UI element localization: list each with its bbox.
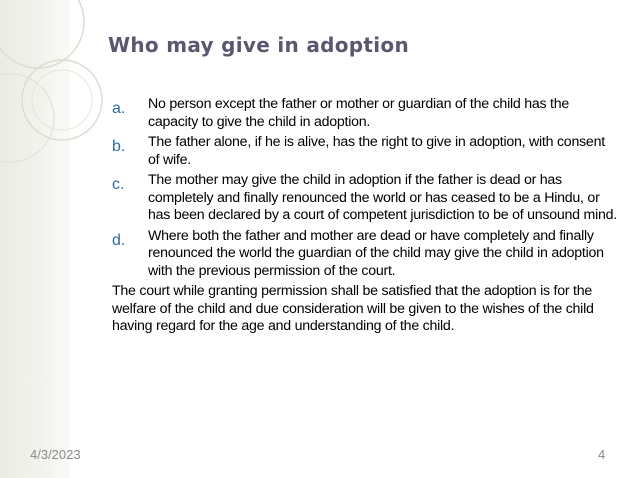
list-item: [112, 134, 617, 169]
list-item-text: The mother may give the child in adoption if the father is dead or has completely and finally renounced the world or has ceased to be a Hindu, or has been declared by a court of competent jurisdiction to be of unsound mind.: [148, 172, 617, 223]
list-marker: d.: [112, 231, 126, 249]
closing-paragraph: The court while granting permission shall be satisfied that the adoption is for the welfare of the child and due consideration will be given to the wishes of the child having regard for the age and understanding of the child.: [112, 283, 594, 334]
list-item: [112, 228, 617, 281]
list-marker: a.: [112, 100, 126, 117]
slide-title: Who may give in adoption: [108, 33, 409, 57]
list-item-text: Where both the father and mother are dead or have completely and finally renounced the world the guardian of the child may give the child in adoption with the previous permission of the court.: [148, 227, 604, 279]
slide-content: [112, 96, 617, 336]
list-item-text: The father alone, if he is alive, has the right to give in adoption, with consent of wife.: [148, 134, 605, 168]
footer-date: 4/3/2023: [30, 447, 81, 462]
list-item-text: No person except the father or mother or guardian of the child has the capacity to give the child in adoption.: [148, 96, 569, 130]
list-marker: b.: [112, 138, 126, 155]
list-marker: c.: [112, 176, 125, 193]
footer-page-number: 4: [598, 447, 606, 462]
list-item: [112, 172, 617, 225]
list-item: [112, 96, 617, 131]
